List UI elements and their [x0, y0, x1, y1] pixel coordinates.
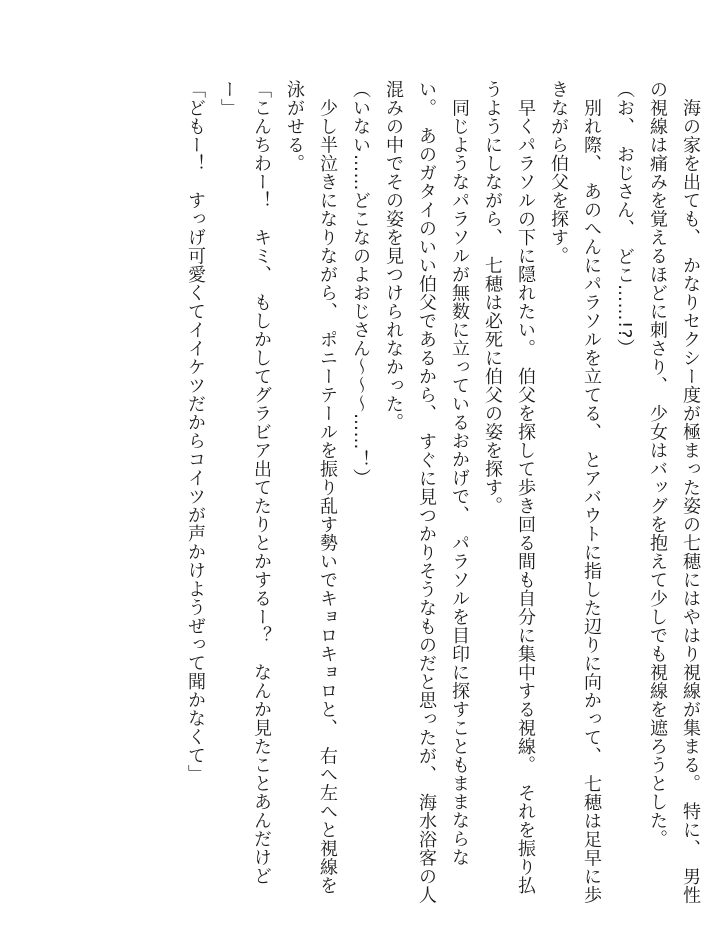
text-line: 海の家を出ても、 かなりセクシー度が極まった姿の七穂にはやはり視線が集まる。 特に、 男性 [680, 80, 701, 904]
text-line: 「どもー！ すっげ可愛くてイイケツだからコイツが声かけようぜって聞かなくて」 [185, 80, 206, 783]
text-line: 「こんちわー！ キミ、 もしかしてグラビア出てたりとかするー？ なんか見たことあんだけど [251, 80, 272, 885]
text-line: い。 あのガタイのいい伯父であるから、 すぐに見つかりそうなものだと思ったが、 海水浴客の人 [416, 80, 437, 904]
text-line: の視線は痛みを覚えるほどに刺さり、 少女はバッグを抱えて少しでも視線を遮ろうとした。 [647, 80, 668, 848]
text-line: うようにしながら、 七穂は必死に伯父の姿を探す。 [482, 80, 503, 515]
text-line: 混みの中でその姿を見つけられなかった。 [383, 80, 404, 432]
vertical-novel-text [179, 80, 707, 904]
text-line: ー」 [218, 80, 239, 117]
text-line: 早くパラソルの下に隠れたい。 伯父を探して歩き回る間も自分に集中する視線。 それを振り払 [515, 80, 536, 895]
text-line: （お、 おじさん、 どこ……!?） [614, 80, 635, 358]
text-line: 同じようなパラソルが無数に立っているおかげで、 パラソルを目印に探すこともままならな [449, 80, 470, 867]
text-line: （いない……どこなのよおじさん～～～……！） [350, 80, 371, 487]
text-line: 泳がせる。 [284, 80, 305, 173]
text-line: きながら伯父を探す。 [548, 80, 569, 265]
text-line: 別れ際、 あのへんにパラソルを立てる、 とアバウトに指した辺りに向かって、 七穂は足早に歩 [581, 80, 602, 904]
text-line: 少し半泣きになりながら、 ポニーテールを振り乱す勢いでキョロキョロと、 右へ左へと視線を [317, 80, 338, 895]
